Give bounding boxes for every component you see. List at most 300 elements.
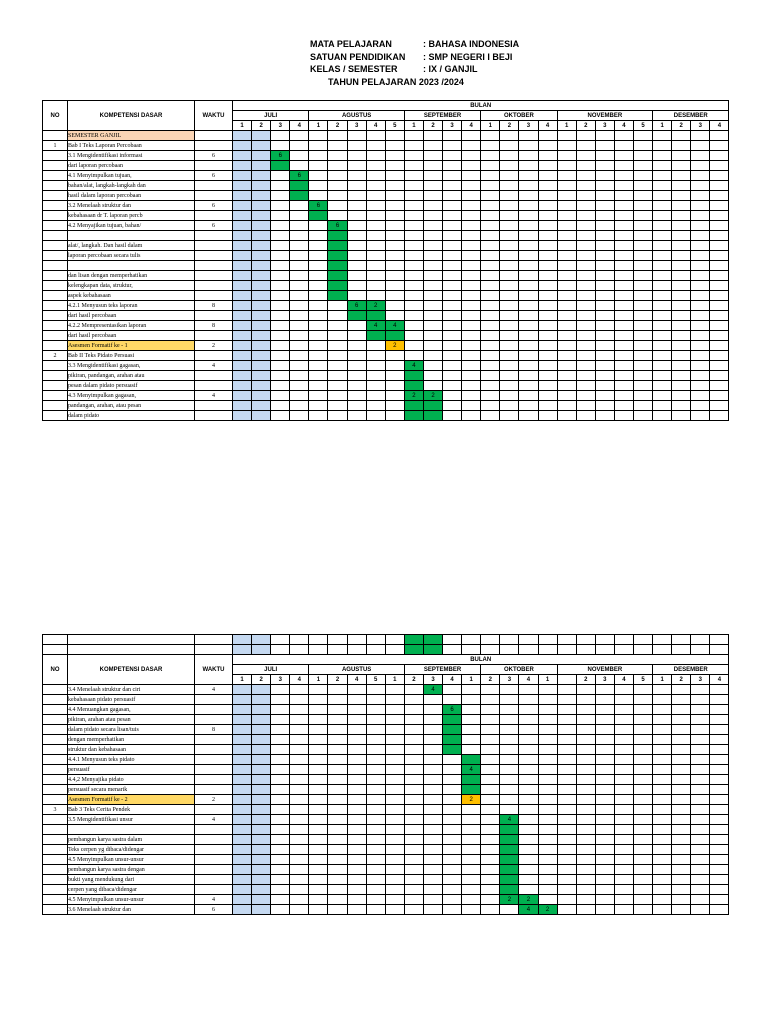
- week-cell: [271, 201, 290, 211]
- week-cell: [443, 181, 462, 191]
- week-cell: [614, 855, 633, 865]
- month-header: JULI: [233, 665, 309, 675]
- week-cell: [404, 281, 423, 291]
- week-cell: [672, 895, 691, 905]
- row-waktu: [195, 885, 233, 895]
- month-header: NOVEMBER: [557, 111, 652, 121]
- week-cell: [633, 875, 652, 885]
- week-cell: [309, 351, 328, 361]
- week-cell: [595, 745, 614, 755]
- row-no: [43, 381, 68, 391]
- scheduled-cell: [366, 311, 385, 321]
- week-cell: [653, 715, 672, 725]
- week-cell: [366, 755, 385, 765]
- week-cell: [366, 685, 385, 695]
- row-waktu: [195, 745, 233, 755]
- week-cell: [481, 291, 500, 301]
- week-cell: [290, 261, 309, 271]
- week-cell: [347, 885, 366, 895]
- week-cell: [366, 795, 385, 805]
- week-cell: [614, 341, 633, 351]
- week-cell: [481, 221, 500, 231]
- scheduled-cell: [328, 251, 347, 261]
- week-cell: [462, 291, 481, 301]
- week-cell: [614, 301, 633, 311]
- scheduled-cell: 4: [366, 321, 385, 331]
- week-cell: [290, 825, 309, 835]
- week-cell: [309, 885, 328, 895]
- week-cell: [614, 221, 633, 231]
- week-cell: [290, 875, 309, 885]
- week-cell: [443, 401, 462, 411]
- week-cell: [633, 261, 652, 271]
- week-cell: [633, 401, 652, 411]
- col-no-header: NO: [43, 101, 68, 131]
- week-cell: [462, 855, 481, 865]
- scheduled-cell: 4: [462, 765, 481, 775]
- row-no: [43, 755, 68, 765]
- week-cell: [710, 341, 729, 351]
- row-waktu: [195, 775, 233, 785]
- week-cell: [672, 311, 691, 321]
- week-cell: [576, 695, 595, 705]
- week-cell: [576, 715, 595, 725]
- week-cell: [595, 201, 614, 211]
- week-cell: [576, 685, 595, 695]
- week-cell: [672, 371, 691, 381]
- week-cell: [462, 885, 481, 895]
- row-waktu: [195, 271, 233, 281]
- row-waktu: 8: [195, 321, 233, 331]
- week-cell: [633, 331, 652, 341]
- week-header: 4: [290, 675, 309, 685]
- week-cell: [614, 865, 633, 875]
- row-no: [43, 321, 68, 331]
- week-cell: [385, 845, 404, 855]
- week-cell: [328, 715, 347, 725]
- week-cell: [614, 181, 633, 191]
- week-cell: [576, 755, 595, 765]
- week-cell: [481, 321, 500, 331]
- week-cell: [691, 795, 710, 805]
- week-cell: [366, 161, 385, 171]
- week-cell: [290, 795, 309, 805]
- week-cell: [595, 281, 614, 291]
- week-cell: [710, 815, 729, 825]
- week-cell: [576, 401, 595, 411]
- week-cell: [576, 725, 595, 735]
- week-cell: [538, 815, 557, 825]
- week-cell: [443, 695, 462, 705]
- week-cell: [443, 321, 462, 331]
- week-cell: [366, 221, 385, 231]
- week-cell: [462, 311, 481, 321]
- week-cell: [233, 815, 252, 825]
- week-cell: [385, 131, 404, 141]
- week-cell: [404, 745, 423, 755]
- week-cell: [710, 835, 729, 845]
- scheduled-cell: [385, 331, 404, 341]
- week-cell: [557, 765, 576, 775]
- week-cell: [576, 805, 595, 815]
- scheduled-cell: [500, 845, 519, 855]
- competency-text: kebahasaan pidato persuasif: [68, 695, 195, 705]
- week-cell: [519, 765, 538, 775]
- week-cell: [366, 855, 385, 865]
- week-cell: [347, 371, 366, 381]
- week-cell: [538, 735, 557, 745]
- week-cell: [481, 211, 500, 221]
- week-cell: [462, 735, 481, 745]
- week-cell: [385, 635, 404, 645]
- week-cell: [691, 161, 710, 171]
- week-cell: [633, 371, 652, 381]
- week-cell: [366, 151, 385, 161]
- week-cell: [614, 131, 633, 141]
- week-cell: [672, 765, 691, 775]
- week-cell: [423, 331, 442, 341]
- week-cell: [462, 151, 481, 161]
- week-cell: [653, 895, 672, 905]
- week-cell: [595, 131, 614, 141]
- week-cell: [500, 231, 519, 241]
- row-no: [43, 725, 68, 735]
- week-cell: [366, 645, 385, 655]
- week-cell: [462, 411, 481, 421]
- week-cell: [366, 351, 385, 361]
- week-cell: [710, 201, 729, 211]
- week-cell: [252, 291, 271, 301]
- week-cell: [462, 635, 481, 645]
- week-cell: [653, 341, 672, 351]
- week-cell: [691, 311, 710, 321]
- week-cell: [595, 231, 614, 241]
- week-cell: [500, 191, 519, 201]
- week-cell: [385, 161, 404, 171]
- row-no: [43, 735, 68, 745]
- week-cell: [614, 685, 633, 695]
- week-cell: [672, 815, 691, 825]
- week-cell: [576, 281, 595, 291]
- week-cell: [290, 715, 309, 725]
- week-cell: [309, 241, 328, 251]
- week-cell: [328, 815, 347, 825]
- week-cell: [614, 391, 633, 401]
- week-cell: [500, 371, 519, 381]
- week-cell: [290, 221, 309, 231]
- week-cell: [710, 371, 729, 381]
- week-cell: [500, 171, 519, 181]
- scheduled-cell: [366, 331, 385, 341]
- week-cell: [423, 141, 442, 151]
- week-cell: [557, 855, 576, 865]
- week-cell: [500, 411, 519, 421]
- week-cell: [653, 391, 672, 401]
- row-waktu: [195, 735, 233, 745]
- week-cell: [691, 825, 710, 835]
- week-cell: [233, 371, 252, 381]
- week-cell: [691, 725, 710, 735]
- week-cell: [538, 685, 557, 695]
- week-cell: [500, 241, 519, 251]
- week-cell: [347, 411, 366, 421]
- week-cell: [404, 271, 423, 281]
- week-cell: [672, 381, 691, 391]
- week-cell: [653, 271, 672, 281]
- week-cell: [519, 695, 538, 705]
- week-cell: [385, 281, 404, 291]
- week-cell: [347, 141, 366, 151]
- week-cell: [404, 241, 423, 251]
- week-cell: [633, 151, 652, 161]
- week-cell: [500, 211, 519, 221]
- week-cell: [233, 161, 252, 171]
- week-cell: [252, 341, 271, 351]
- week-cell: [252, 311, 271, 321]
- row-no: [43, 191, 68, 201]
- week-cell: [309, 705, 328, 715]
- week-cell: [557, 211, 576, 221]
- week-header: 2: [252, 675, 271, 685]
- row-waktu: [195, 411, 233, 421]
- week-cell: [309, 251, 328, 261]
- week-cell: [423, 875, 442, 885]
- week-cell: [557, 805, 576, 815]
- week-cell: [290, 391, 309, 401]
- week-cell: [633, 805, 652, 815]
- week-cell: [385, 141, 404, 151]
- week-cell: [576, 321, 595, 331]
- week-cell: [366, 411, 385, 421]
- row-no: [43, 635, 68, 645]
- week-cell: [290, 411, 309, 421]
- week-cell: [233, 825, 252, 835]
- week-cell: [519, 755, 538, 765]
- week-cell: [519, 311, 538, 321]
- col-no-header: NO: [43, 655, 68, 685]
- week-cell: [309, 875, 328, 885]
- week-cell: [252, 211, 271, 221]
- week-cell: [519, 331, 538, 341]
- week-cell: [710, 351, 729, 361]
- kelas-value: : IX / GANJIL: [423, 64, 478, 74]
- week-cell: [290, 745, 309, 755]
- week-cell: [271, 391, 290, 401]
- week-cell: [691, 281, 710, 291]
- row-waktu: 2: [195, 795, 233, 805]
- week-cell: [519, 705, 538, 715]
- week-cell: [271, 341, 290, 351]
- week-cell: [271, 645, 290, 655]
- scheduled-cell: [500, 875, 519, 885]
- row-waktu: 4: [195, 815, 233, 825]
- week-cell: [519, 835, 538, 845]
- row-no: 2: [43, 351, 68, 361]
- week-cell: [290, 281, 309, 291]
- week-cell: [500, 645, 519, 655]
- week-cell: [347, 645, 366, 655]
- week-cell: [443, 231, 462, 241]
- week-cell: [252, 635, 271, 645]
- week-cell: [328, 331, 347, 341]
- week-cell: [538, 745, 557, 755]
- competency-text: [68, 825, 195, 835]
- week-cell: [710, 221, 729, 231]
- assessment-label: Asesmen Formatif ke - 2: [68, 795, 195, 805]
- competency-text: [68, 231, 195, 241]
- week-cell: [557, 191, 576, 201]
- week-header: 4: [290, 121, 309, 131]
- week-cell: [271, 825, 290, 835]
- week-cell: [309, 411, 328, 421]
- week-cell: [404, 261, 423, 271]
- week-cell: [385, 855, 404, 865]
- week-cell: [691, 835, 710, 845]
- row-no: [43, 785, 68, 795]
- week-header: 2: [672, 121, 691, 131]
- week-cell: [462, 271, 481, 281]
- week-cell: [290, 271, 309, 281]
- week-cell: [576, 855, 595, 865]
- competency-text: pikiran, pandangan, arahan atau: [68, 371, 195, 381]
- week-cell: [653, 371, 672, 381]
- week-cell: [328, 875, 347, 885]
- week-cell: [443, 371, 462, 381]
- week-cell: [519, 251, 538, 261]
- week-cell: [614, 321, 633, 331]
- week-cell: [653, 151, 672, 161]
- week-cell: [462, 895, 481, 905]
- scheduled-cell: [443, 715, 462, 725]
- week-cell: [233, 735, 252, 745]
- week-cell: [519, 855, 538, 865]
- scheduled-cell: [443, 745, 462, 755]
- week-cell: [500, 785, 519, 795]
- week-header: 2: [576, 675, 595, 685]
- week-cell: [710, 895, 729, 905]
- week-cell: [653, 885, 672, 895]
- week-cell: [576, 875, 595, 885]
- week-cell: [290, 291, 309, 301]
- week-cell: [557, 411, 576, 421]
- week-header: 2: [252, 121, 271, 131]
- week-cell: [633, 795, 652, 805]
- week-cell: [614, 795, 633, 805]
- week-cell: [347, 815, 366, 825]
- week-cell: [423, 341, 442, 351]
- week-cell: [633, 815, 652, 825]
- week-cell: [653, 695, 672, 705]
- scheduled-cell: [290, 191, 309, 201]
- week-cell: [233, 865, 252, 875]
- week-cell: [500, 705, 519, 715]
- week-cell: [500, 291, 519, 301]
- week-cell: [328, 705, 347, 715]
- week-cell: [271, 361, 290, 371]
- week-cell: [691, 341, 710, 351]
- week-cell: [614, 835, 633, 845]
- week-cell: [309, 221, 328, 231]
- week-cell: [481, 765, 500, 775]
- week-cell: [614, 371, 633, 381]
- week-cell: [653, 785, 672, 795]
- week-cell: [595, 855, 614, 865]
- week-cell: [385, 151, 404, 161]
- week-cell: [691, 885, 710, 895]
- week-cell: [423, 221, 442, 231]
- week-cell: [691, 875, 710, 885]
- row-waktu: [195, 281, 233, 291]
- week-cell: [500, 401, 519, 411]
- row-no: [43, 331, 68, 341]
- month-header: OKTOBER: [481, 665, 557, 675]
- week-cell: [290, 765, 309, 775]
- week-cell: [385, 211, 404, 221]
- week-cell: [462, 301, 481, 311]
- week-cell: [595, 705, 614, 715]
- row-no: [43, 875, 68, 885]
- week-cell: [385, 685, 404, 695]
- week-cell: [633, 271, 652, 281]
- week-cell: [633, 281, 652, 291]
- week-cell: [519, 341, 538, 351]
- month-header: DESEMBER: [653, 665, 729, 675]
- week-cell: [710, 735, 729, 745]
- week-cell: [309, 795, 328, 805]
- week-cell: [252, 361, 271, 371]
- week-cell: [404, 825, 423, 835]
- row-no: [43, 261, 68, 271]
- week-cell: [347, 171, 366, 181]
- week-cell: [423, 795, 442, 805]
- week-cell: [423, 321, 442, 331]
- week-cell: [404, 685, 423, 695]
- scheduled-cell: [462, 775, 481, 785]
- week-cell: [595, 835, 614, 845]
- week-cell: [633, 735, 652, 745]
- week-cell: [423, 885, 442, 895]
- week-cell: [519, 281, 538, 291]
- week-cell: [653, 321, 672, 331]
- week-cell: [328, 695, 347, 705]
- satuan-value: : SMP NEGERI I BEJI: [423, 51, 513, 62]
- week-cell: [328, 645, 347, 655]
- week-header: 4: [347, 675, 366, 685]
- week-cell: [404, 301, 423, 311]
- week-cell: [576, 785, 595, 795]
- week-cell: [233, 341, 252, 351]
- week-cell: [481, 875, 500, 885]
- week-cell: [309, 131, 328, 141]
- week-cell: [710, 805, 729, 815]
- week-cell: [672, 885, 691, 895]
- week-cell: [538, 281, 557, 291]
- week-cell: [614, 151, 633, 161]
- week-cell: [691, 211, 710, 221]
- competency-text: [68, 261, 195, 271]
- competency-text: bahan/alat, langkah-langkah dan: [68, 181, 195, 191]
- week-cell: [366, 131, 385, 141]
- week-cell: [347, 785, 366, 795]
- week-cell: [309, 401, 328, 411]
- week-cell: [481, 755, 500, 765]
- week-cell: [347, 715, 366, 725]
- week-cell: [672, 301, 691, 311]
- week-cell: [233, 725, 252, 735]
- week-cell: [538, 785, 557, 795]
- week-cell: [672, 391, 691, 401]
- week-cell: [691, 735, 710, 745]
